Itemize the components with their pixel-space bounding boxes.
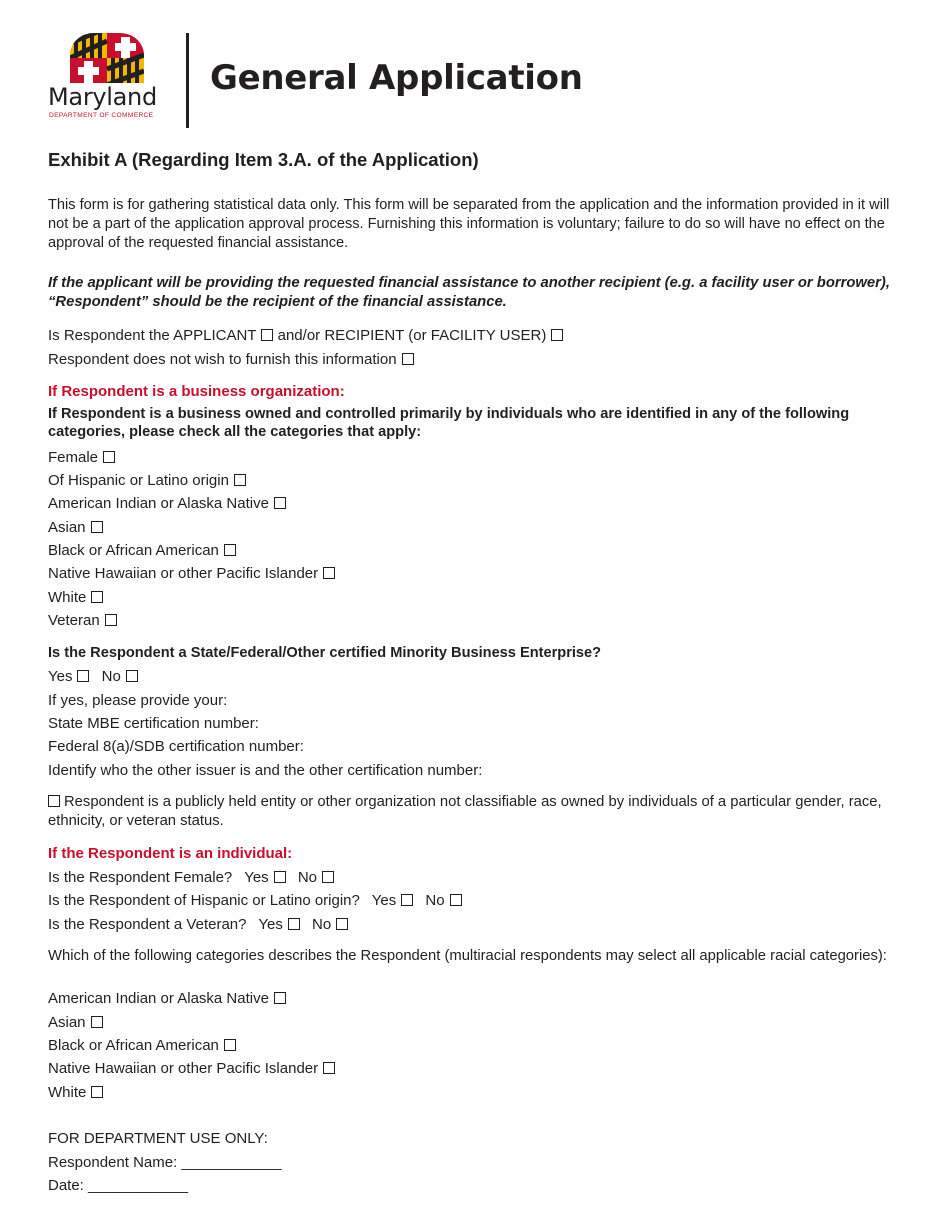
category-row	[48, 494, 286, 513]
recipient-checkbox[interactable]	[551, 329, 563, 341]
female-no-checkbox[interactable]	[322, 871, 334, 883]
category-label: Black or African American	[48, 542, 219, 559]
department-heading: FOR DEPARTMENT USE ONLY:	[48, 1130, 268, 1147]
header-divider	[186, 33, 189, 128]
race-row	[48, 1036, 236, 1055]
category-row	[48, 588, 103, 607]
veteran-question-row	[48, 915, 348, 934]
category-checkbox-pacific-islander[interactable]	[323, 567, 335, 579]
race-label: American Indian or Alaska Native	[48, 990, 269, 1007]
female-yes-checkbox[interactable]	[274, 871, 286, 883]
veteran-no-label: No	[312, 916, 332, 933]
category-checkbox-american-indian[interactable]	[274, 497, 286, 509]
category-checkbox-hispanic[interactable]	[234, 474, 246, 486]
race-row	[48, 1013, 103, 1032]
public-entity-checkbox[interactable]	[48, 795, 60, 807]
race-row	[48, 989, 286, 1008]
if-yes-text: If yes, please provide your:	[48, 692, 228, 709]
public-entity-label: Respondent is a publicly held entity or other organization not classifiable as owned by individuals of a particular gender, race, ethnicity, or veteran status.	[48, 794, 882, 829]
race-checkbox-asian[interactable]	[91, 1016, 103, 1028]
respondent-name-field[interactable]: Respondent Name: ____________	[48, 1154, 282, 1171]
intro-paragraph: This form is for gathering statistical data only. This form will be separated from the application and the information provided in it will not be a part of the application approval process. Furnishing this information is voluntary; failure to do so will have no effect on the approval of the requested financial assistance.	[48, 197, 890, 251]
category-label: Veteran	[48, 612, 100, 629]
category-row	[48, 448, 115, 467]
mbe-yes-label: Yes	[48, 668, 73, 685]
business-heading: If Respondent is a business organization:	[48, 383, 345, 400]
not-furnish-label: Respondent does not wish to furnish this information	[48, 351, 397, 368]
applicant-checkbox[interactable]	[261, 329, 273, 341]
race-checkbox-pacific-islander[interactable]	[323, 1062, 335, 1074]
veteran-question: Is the Respondent a Veteran?	[48, 916, 247, 933]
female-yes-label: Yes	[244, 869, 269, 886]
respondent-type-row	[48, 326, 563, 345]
veteran-yes-label: Yes	[258, 916, 283, 933]
business-instruction: If Respondent is a business owned and controlled primarily by individuals who are identified in any of the following categories, please check all the categories that apply:	[48, 406, 850, 440]
category-checkbox-black[interactable]	[224, 544, 236, 556]
mbe-no-checkbox[interactable]	[126, 670, 138, 682]
race-row	[48, 1083, 103, 1102]
other-issuer-label: Identify who the other issuer is and the other certification number:	[48, 762, 483, 779]
category-label: Native Hawaiian or other Pacific Islander	[48, 565, 319, 582]
category-label: Of Hispanic or Latino origin	[48, 472, 229, 489]
hispanic-yes-label: Yes	[371, 892, 397, 909]
category-row	[48, 564, 335, 583]
veteran-yes-checkbox[interactable]	[288, 918, 300, 930]
female-question: Is the Respondent Female?	[48, 869, 233, 886]
race-checkbox-american-indian[interactable]	[274, 992, 286, 1004]
public-entity-row	[48, 793, 898, 831]
race-checkbox-black[interactable]	[224, 1039, 236, 1051]
race-row	[48, 1059, 335, 1078]
exhibit-title: Exhibit A (Regarding Item 3.A. of the Application)	[48, 149, 479, 170]
mbe-question: Is the Respondent a State/Federal/Other certified Minority Business Enterprise?	[48, 645, 602, 661]
logo-wordmark: Maryland	[48, 83, 157, 111]
state-mbe-label: State MBE certification number:	[48, 715, 259, 732]
race-question: Which of the following categories describes the Respondent (multiracial respondents may select all applicable racial categories):	[48, 948, 887, 964]
category-checkbox-veteran[interactable]	[105, 614, 117, 626]
category-row	[48, 518, 103, 537]
hispanic-no-label: No	[425, 892, 445, 909]
category-label: White	[48, 589, 87, 606]
federal-cert-label: Federal 8(a)/SDB certification number:	[48, 738, 304, 755]
category-checkbox-white[interactable]	[91, 591, 103, 603]
maryland-flag-icon	[70, 33, 144, 83]
category-row	[48, 541, 236, 560]
hispanic-yes-checkbox[interactable]	[401, 894, 413, 906]
category-label: Asian	[48, 519, 86, 536]
mbe-yes-checkbox[interactable]	[77, 670, 89, 682]
maryland-logo	[48, 33, 168, 123]
note-paragraph: If the applicant will be providing the requested financial assistance to another recipient (e.g. a facility user or borrower), “Respondent” should be the recipient of the financial assistance.	[48, 275, 890, 310]
not-furnish-row	[48, 350, 414, 369]
applicant-label: Is Respondent the APPLICANT	[48, 327, 257, 344]
not-furnish-checkbox[interactable]	[402, 353, 414, 365]
race-label: Black or African American	[48, 1037, 219, 1054]
category-checkbox-asian[interactable]	[91, 521, 103, 533]
logo-department-text: DEPARTMENT OF COMMERCE	[49, 112, 154, 119]
date-field[interactable]: Date: ____________	[48, 1177, 189, 1194]
category-label: American Indian or Alaska Native	[48, 495, 269, 512]
hispanic-question-row	[48, 891, 462, 910]
race-label: White	[48, 1084, 87, 1101]
category-row	[48, 611, 117, 630]
veteran-no-checkbox[interactable]	[336, 918, 348, 930]
hispanic-question: Is the Respondent of Hispanic or Latino origin?	[48, 892, 360, 909]
race-checkbox-white[interactable]	[91, 1086, 103, 1098]
mbe-no-label: No	[101, 668, 121, 685]
recipient-label: and/or RECIPIENT (or FACILITY USER)	[277, 327, 547, 344]
race-label: Native Hawaiian or other Pacific Islander	[48, 1060, 319, 1077]
mbe-answer-row	[48, 667, 138, 686]
individual-heading: If the Respondent is an individual:	[48, 845, 293, 862]
female-question-row	[48, 868, 334, 887]
race-label: Asian	[48, 1014, 86, 1031]
female-no-label: No	[297, 869, 318, 886]
category-label: Female	[48, 449, 99, 466]
category-checkbox-female[interactable]	[103, 451, 115, 463]
hispanic-no-checkbox[interactable]	[450, 894, 462, 906]
document-title: General Application	[210, 58, 583, 98]
category-row	[48, 471, 246, 490]
